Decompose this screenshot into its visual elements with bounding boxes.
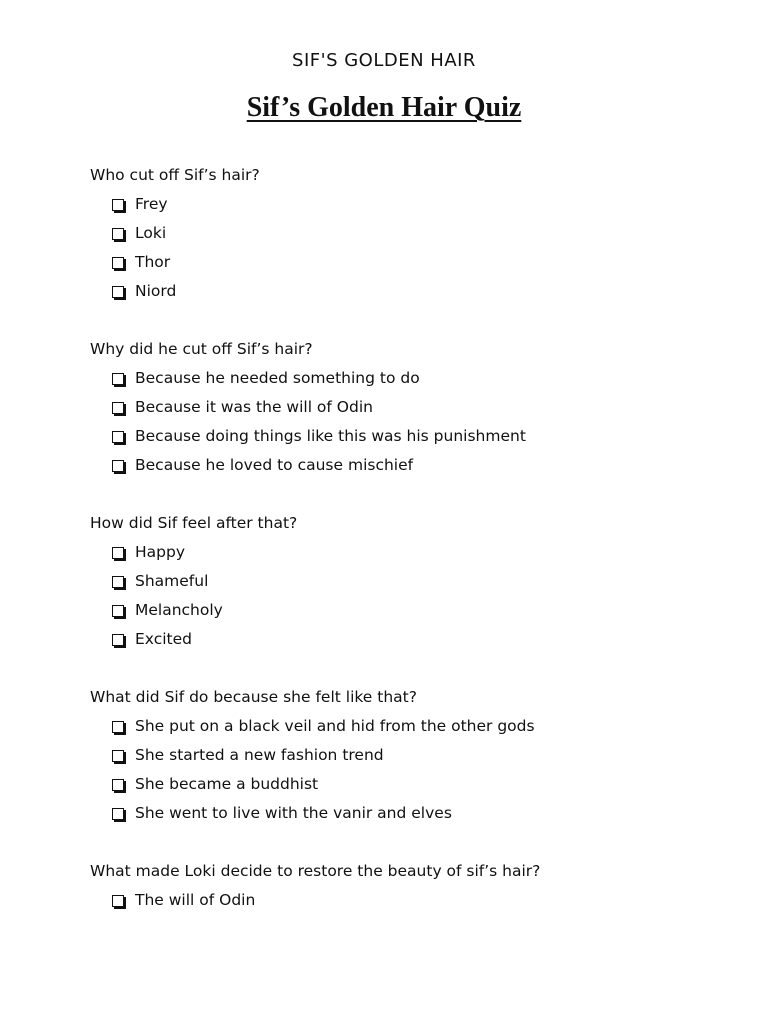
answer-option[interactable] <box>112 799 730 828</box>
checkbox-icon[interactable] <box>112 460 124 472</box>
answer-label: Because doing things like this was his punishment <box>135 427 526 445</box>
answer-option[interactable] <box>112 712 730 741</box>
question-3 <box>90 509 730 654</box>
answer-option[interactable] <box>112 451 730 480</box>
answer-label: Excited <box>135 630 192 648</box>
answer-options <box>90 712 730 828</box>
checkbox-icon[interactable] <box>112 402 124 414</box>
checkbox-icon[interactable] <box>112 750 124 762</box>
answer-option[interactable] <box>112 190 730 219</box>
answer-option[interactable] <box>112 393 730 422</box>
checkbox-icon[interactable] <box>112 634 124 646</box>
question-4 <box>90 683 730 828</box>
answer-options <box>90 538 730 654</box>
question-text: Who cut off Sif’s hair? <box>90 166 260 184</box>
question-5 <box>90 857 730 915</box>
quiz-title: Sif’s Golden Hair Quiz <box>246 92 522 123</box>
question-text: What made Loki decide to restore the beauty of sif’s hair? <box>90 862 541 880</box>
question-text: What did Sif do because she felt like that? <box>90 688 417 706</box>
answer-label: Because it was the will of Odin <box>135 398 373 416</box>
answer-option[interactable] <box>112 364 730 393</box>
document-header: SIF'S GOLDEN HAIR <box>292 50 476 71</box>
answer-label: The will of Odin <box>135 891 256 909</box>
answer-option[interactable] <box>112 219 730 248</box>
checkbox-icon[interactable] <box>112 373 124 385</box>
answer-label: Melancholy <box>135 601 223 619</box>
question-text: Why did he cut off Sif’s hair? <box>90 340 313 358</box>
answer-options <box>90 886 730 915</box>
question-text: How did Sif feel after that? <box>90 514 298 532</box>
answer-label: Because he loved to cause mischief <box>135 456 414 474</box>
answer-option[interactable] <box>112 538 730 567</box>
checkbox-icon[interactable] <box>112 808 124 820</box>
answer-option[interactable] <box>112 567 730 596</box>
checkbox-icon[interactable] <box>112 605 124 617</box>
answer-option[interactable] <box>112 277 730 306</box>
answer-label: Thor <box>135 253 171 271</box>
checkbox-icon[interactable] <box>112 228 124 240</box>
quiz-body <box>90 161 730 944</box>
answer-option[interactable] <box>112 886 730 915</box>
checkbox-icon[interactable] <box>112 257 124 269</box>
checkbox-icon[interactable] <box>112 576 124 588</box>
answer-label: She became a buddhist <box>135 775 319 793</box>
answer-label: She put on a black veil and hid from the other gods <box>135 717 535 735</box>
checkbox-icon[interactable] <box>112 431 124 443</box>
answer-option[interactable] <box>112 770 730 799</box>
answer-label: Happy <box>135 543 186 561</box>
answer-options <box>90 364 730 480</box>
checkbox-icon[interactable] <box>112 286 124 298</box>
question-1 <box>90 161 730 306</box>
checkbox-icon[interactable] <box>112 779 124 791</box>
answer-label: She started a new fashion trend <box>135 746 384 764</box>
checkbox-icon[interactable] <box>112 547 124 559</box>
answer-label: Because he needed something to do <box>135 369 420 387</box>
answer-option[interactable] <box>112 625 730 654</box>
checkbox-icon[interactable] <box>112 199 124 211</box>
answer-label: Loki <box>135 224 167 242</box>
checkbox-icon[interactable] <box>112 721 124 733</box>
answer-option[interactable] <box>112 422 730 451</box>
answer-label: Niord <box>135 282 177 300</box>
answer-option[interactable] <box>112 741 730 770</box>
answer-option[interactable] <box>112 248 730 277</box>
checkbox-icon[interactable] <box>112 895 124 907</box>
answer-label: Shameful <box>135 572 209 590</box>
answer-options <box>90 190 730 306</box>
answer-option[interactable] <box>112 596 730 625</box>
answer-label: She went to live with the vanir and elves <box>135 804 452 822</box>
answer-label: Frey <box>135 195 168 213</box>
question-2 <box>90 335 730 480</box>
